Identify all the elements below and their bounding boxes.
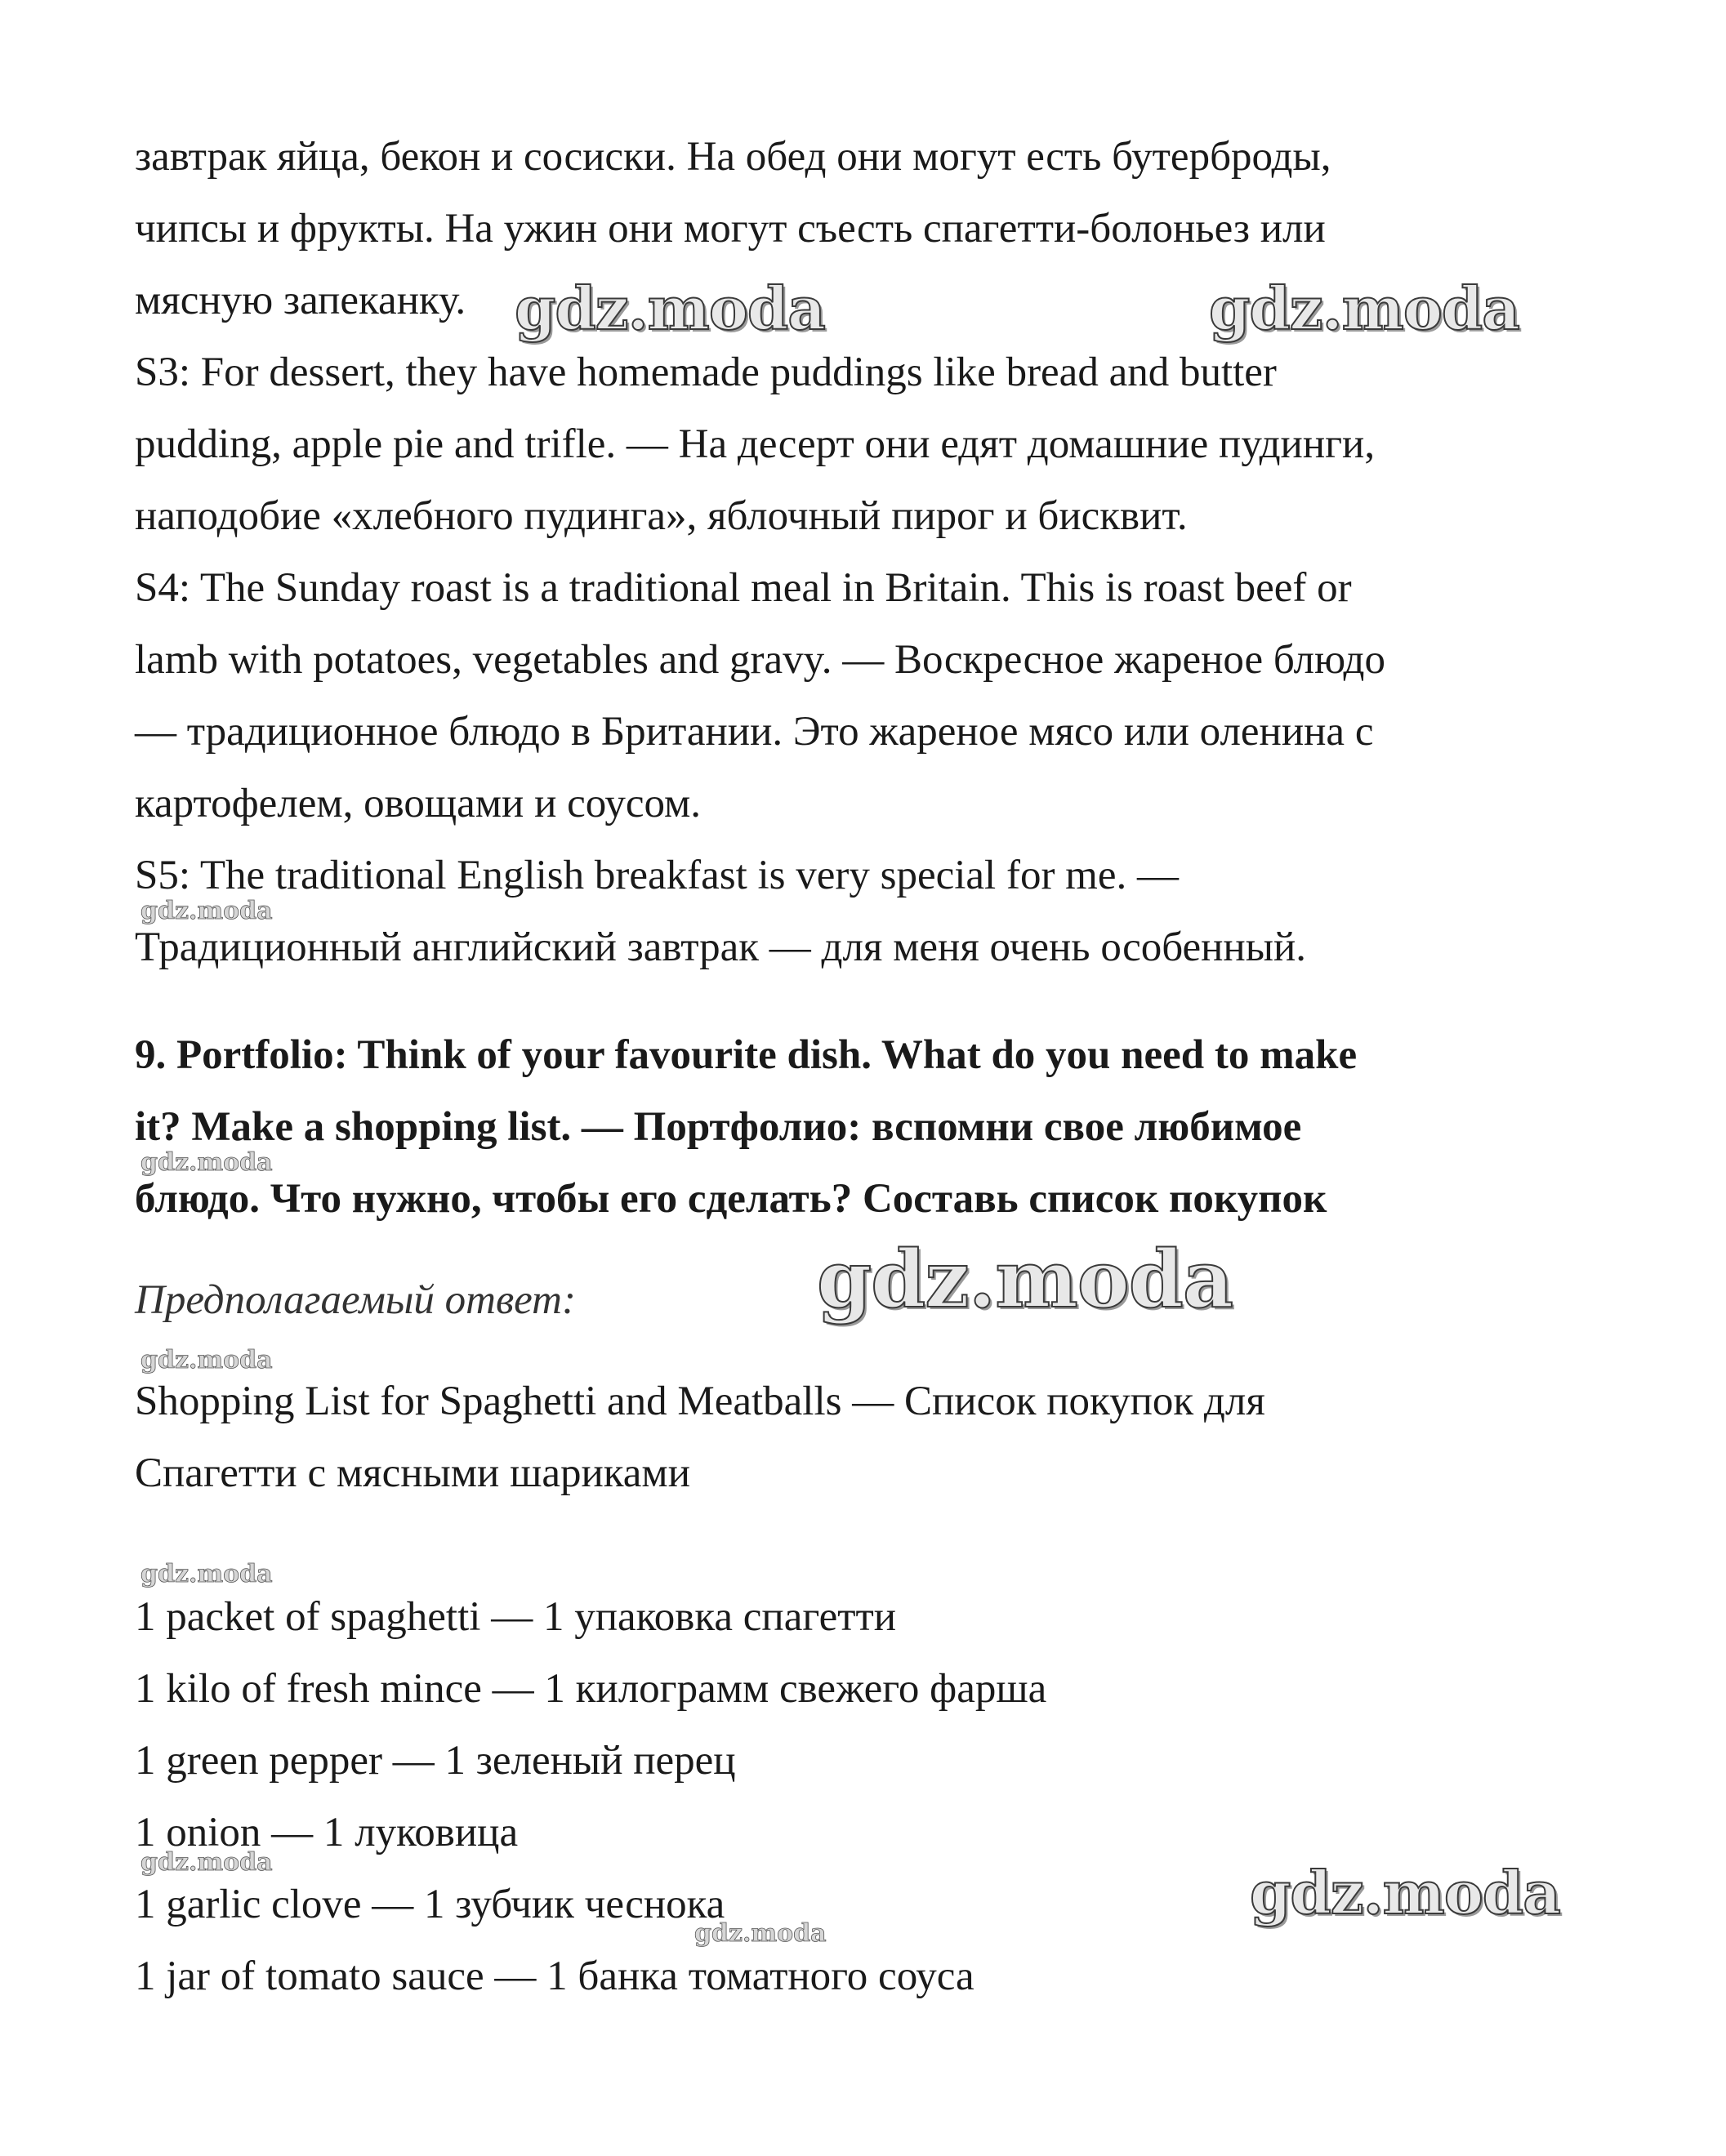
task-heading-line: 9. Portfolio: Think of your favourite dish. What do you need to make: [135, 1032, 1358, 1078]
task-heading-line: блюдо. Что нужно, чтобы его сделать? Составь список покупок: [135, 1176, 1327, 1222]
paragraph-line: наподобие «хлебного пудинга», яблочный пирог и бисквит.: [135, 493, 1188, 539]
paragraph-line: мясную запеканку.: [135, 278, 466, 323]
watermark: gdz.moda: [140, 897, 273, 925]
list-item: 1 packet of spaghetti — 1 упаковка спагетти: [135, 1594, 897, 1640]
answer-label: Предполагаемый ответ:: [135, 1277, 576, 1323]
paragraph-line: pudding, apple pie and trifle. — На десерт они едят домашние пудинги,: [135, 421, 1376, 467]
list-item: 1 onion — 1 луковица: [135, 1810, 519, 1855]
paragraph-line: — традиционное блюдо в Британии. Это жареное мясо или оленина с: [135, 709, 1374, 755]
paragraph-line: чипсы и фрукты. На ужин они могут съесть спагетти-болоньез или: [135, 206, 1326, 252]
list-item: 1 garlic clove — 1 зубчик чеснока: [135, 1882, 725, 1927]
list-item: 1 kilo of fresh mince — 1 килограмм свежего фарша: [135, 1666, 1047, 1712]
paragraph-line: S3: For dessert, they have homemade puddings like bread and butter: [135, 350, 1277, 395]
paragraph-line: завтрак яйца, бекон и сосиски. На обед они могут есть бутерброды,: [135, 134, 1331, 180]
watermark: gdz.moda: [140, 1848, 273, 1877]
watermark: gdz.moda: [694, 1919, 827, 1948]
paragraph-line: картофелем, овощами и соусом.: [135, 781, 702, 826]
paragraph-line: S4: The Sunday roast is a traditional meal in Britain. This is roast beef or: [135, 565, 1352, 611]
list-title-line: Shopping List for Spaghetti and Meatballs — Список покупок для: [135, 1379, 1265, 1424]
paragraph-line: lamb with potatoes, vegetables and gravy. — Воскресное жареное блюдо: [135, 637, 1385, 683]
task-heading-line: it? Make a shopping list. — Портфолио: вспомни свое любимое: [135, 1104, 1302, 1150]
watermark: gdz.moda: [1209, 274, 1519, 343]
paragraph-line: S5: The traditional English breakfast is very special for me. —: [135, 853, 1179, 898]
paragraph-line: Традиционный английский завтрак — для меня очень особенный.: [135, 924, 1307, 970]
watermark: gdz.moda: [140, 1346, 273, 1374]
list-title-line: Спагетти с мясными шариками: [135, 1450, 690, 1496]
list-item: 1 green pepper — 1 зеленый перец: [135, 1738, 736, 1784]
watermark: gdz.moda: [1250, 1858, 1560, 1927]
watermark: gdz.moda: [140, 1148, 273, 1177]
list-item: 1 jar of tomato sauce — 1 банка томатного соуса: [135, 1953, 974, 1999]
watermark: gdz.moda: [817, 1233, 1233, 1325]
watermark: gdz.moda: [140, 1560, 273, 1588]
watermark: gdz.moda: [515, 274, 825, 343]
